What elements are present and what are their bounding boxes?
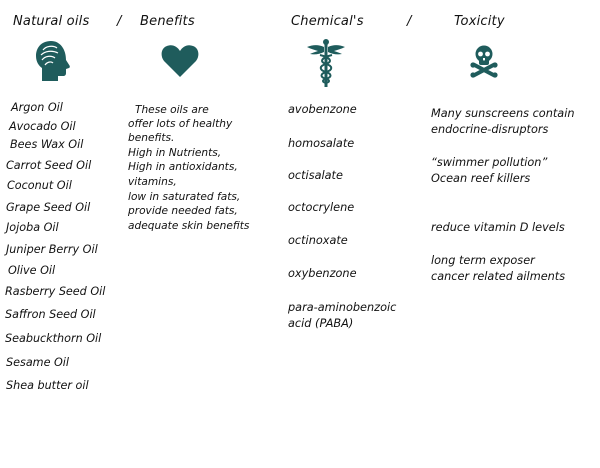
chemical-item: oxybenzone (288, 267, 357, 280)
header-slash: / (117, 14, 122, 29)
benefit-line: provide needed fats, (128, 205, 238, 217)
oil-item: Olive Oil (8, 264, 56, 277)
benefit-line: These oils are (135, 104, 209, 116)
toxicity-line: reduce vitamin D levels (431, 221, 565, 234)
benefit-line: High in Nutrients, (128, 147, 222, 159)
oil-item: Seabuckthorn Oil (5, 332, 102, 345)
toxicity-line: cancer related ailments (431, 270, 566, 283)
chemical-item: octocrylene (288, 201, 355, 214)
oil-item: Carrot Seed Oil (6, 159, 92, 172)
chemical-item: para-aminobenzoic (288, 301, 397, 314)
oil-item: Rasberry Seed Oil (5, 285, 106, 298)
oil-item: Argon Oil (11, 101, 63, 114)
benefit-line: low in saturated fats, (128, 191, 241, 203)
oil-item: Sesame Oil (6, 356, 70, 369)
oil-item: Bees Wax Oil (10, 138, 84, 151)
benefit-line: vitamins, (128, 176, 177, 188)
toxicity-line: Ocean reef killers (431, 172, 531, 185)
oil-item: Juniper Berry Oil (6, 243, 98, 256)
benefit-line: High in antioxidants, (128, 161, 238, 173)
oil-item: Grape Seed Oil (6, 201, 91, 214)
oil-item: Jojoba Oil (6, 221, 59, 234)
header-toxicity: Toxicity (454, 14, 505, 29)
oil-item: Avocado Oil (9, 120, 76, 133)
header-natural-oils: Natural oils (13, 14, 90, 29)
head-profile-icon (34, 40, 72, 82)
toxicity-line: Many sunscreens contain (431, 107, 575, 120)
toxicity-line: long term exposer (431, 254, 535, 267)
header-chemicals: Chemical's (291, 14, 364, 29)
chemical-item: avobenzone (288, 103, 357, 116)
oil-item: Coconut Oil (7, 179, 72, 192)
header-benefits: Benefits (140, 14, 195, 29)
chemical-item: acid (PABA) (288, 317, 354, 330)
benefit-line: offer lots of healthy (128, 118, 233, 130)
chemical-item: octisalate (288, 169, 343, 182)
toxicity-line: endocrine-disruptors (431, 123, 549, 136)
chemical-item: homosalate (288, 137, 355, 150)
heart-icon (161, 44, 199, 78)
caduceus-icon (306, 38, 346, 88)
chemical-item: octinoxate (288, 234, 348, 247)
skull-crossbones-icon (469, 44, 499, 80)
benefit-line: benefits. (128, 132, 175, 144)
header-slash: / (407, 14, 412, 29)
benefit-line: adequate skin benefits (128, 220, 250, 232)
oil-item: Saffron Seed Oil (5, 308, 96, 321)
toxicity-line: “swimmer pollution” (431, 156, 548, 169)
oil-item: Shea butter oil (6, 379, 89, 392)
